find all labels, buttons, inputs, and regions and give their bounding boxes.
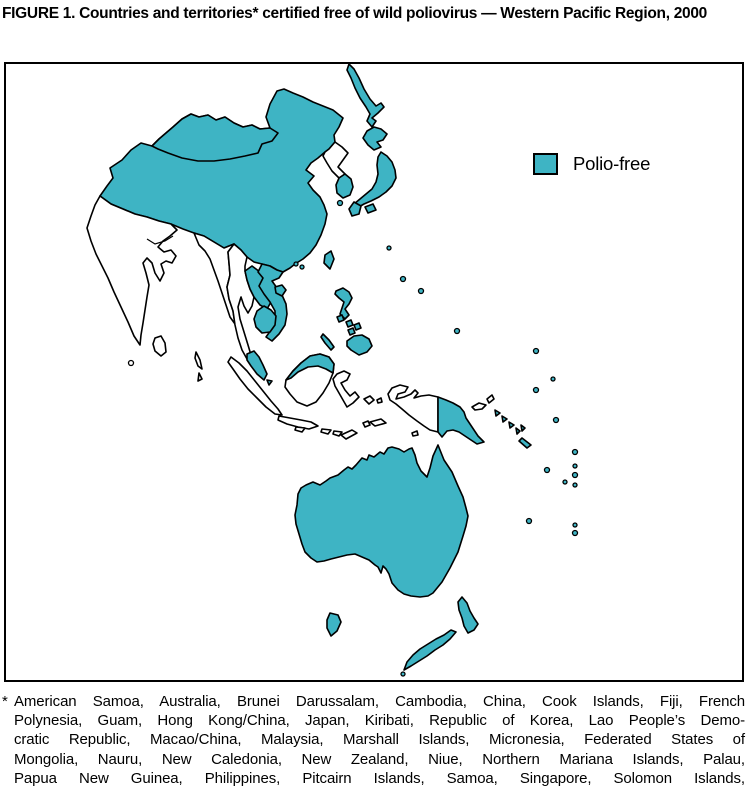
- fiji-dot: [545, 468, 550, 473]
- australia-shape: [295, 445, 468, 597]
- sri-lanka-shape: [153, 336, 166, 356]
- tuvalu-dot: [554, 418, 559, 423]
- timor-shape: [341, 430, 357, 439]
- guam-dot: [419, 289, 424, 294]
- marshall-islands-dot: [534, 349, 539, 354]
- kiribati-dot-2: [534, 388, 539, 393]
- solomon-islands-shape: [495, 410, 514, 428]
- map-frame: [4, 62, 744, 682]
- new-ireland-shape: [487, 395, 494, 403]
- kiribati-dot-1: [551, 377, 555, 381]
- palawan-shape: [321, 334, 334, 350]
- cook-islands-dot: [573, 483, 577, 487]
- jeju-island-dot: [338, 201, 343, 206]
- footnote-line: American Samoa, Australia, Brunei Darussalam, Cambodia, China, Cook Islands, Fiji, French: [14, 693, 745, 710]
- thailand-shape: [227, 244, 254, 359]
- macao-dot: [300, 265, 304, 269]
- hokkaido-shape: [363, 127, 387, 150]
- seram-buru-shape: [363, 419, 386, 427]
- vanuatu-shape: [516, 425, 525, 434]
- new-britain-shape: [472, 403, 486, 410]
- mindanao-shape: [347, 335, 372, 355]
- micronesia-dot: [455, 329, 460, 334]
- footnote: [2, 692, 747, 788]
- tonga-dot-2: [573, 473, 578, 478]
- south-pacific-dot-1: [527, 519, 532, 524]
- luzon-shape: [335, 288, 352, 319]
- footnote-country-list: [14, 692, 745, 788]
- footnote-asterisk: *: [2, 693, 8, 710]
- lesser-sunda-shape: [295, 427, 342, 436]
- tasmania-shape: [327, 613, 341, 636]
- polio-free-label: Polio-free: [573, 153, 651, 174]
- footnote-line: cratic Republic, Macao/China, Malaysia, Marshall Islands, Micronesia, Federated States of: [14, 731, 745, 749]
- honshu-shape: [351, 152, 396, 211]
- visayas-shape: [346, 320, 361, 335]
- new-zealand-north-island-shape: [458, 597, 478, 633]
- mindoro-shape: [337, 315, 344, 322]
- sakhalin-shape: [347, 64, 384, 127]
- legend: [533, 153, 650, 175]
- nicobar-islands-shape: [198, 373, 202, 381]
- cambodia-shape: [254, 306, 276, 333]
- footnote-line: Polynesia, Guam, Hong Kong/China, Japan, Kiribati, Republic of Korea, Lao People’s Demo-: [14, 712, 745, 730]
- halmahera-shape: [364, 396, 382, 404]
- polio-free-swatch: [533, 153, 558, 175]
- footnote-line: Papua New Guinea, Philippines, Pitcairn Islands, Samoa, Singapore, Solomon Islands,: [14, 769, 745, 787]
- west-new-guinea-shape: [388, 385, 438, 432]
- new-caledonia-shape: [519, 438, 531, 448]
- south-pacific-dot-2: [573, 523, 577, 527]
- south-pacific-dot-3: [573, 531, 578, 536]
- footnote-line: Mongolia, Nauru, New Caledonia, New Zealand, Niue, Northern Mariana Islands, Palau,: [14, 750, 745, 768]
- tonga-dot-1: [573, 464, 577, 468]
- aru-islands-shape: [412, 431, 418, 436]
- bonin-dot: [387, 246, 391, 250]
- hong-kong-dot: [294, 262, 298, 266]
- taiwan-shape: [324, 251, 334, 269]
- niue-dot: [563, 480, 567, 484]
- stewart-island-dot: [401, 672, 405, 676]
- andaman-islands-shape: [195, 352, 202, 369]
- indian-ocean-island-dot: [129, 361, 134, 366]
- new-zealand-south-island-shape: [404, 630, 456, 670]
- kyushu-shape: [349, 202, 361, 216]
- south-korea-shape: [336, 174, 353, 198]
- figure-title: FIGURE 1. Countries and territories* certified free of wild poliovirus — Western Pacific Region, 2000: [2, 5, 707, 22]
- sulawesi-shape: [333, 371, 359, 407]
- shikoku-shape: [365, 204, 376, 213]
- singapore-shape: [267, 380, 272, 385]
- samoa-dot: [573, 450, 578, 455]
- northern-mariana-dot: [401, 277, 406, 282]
